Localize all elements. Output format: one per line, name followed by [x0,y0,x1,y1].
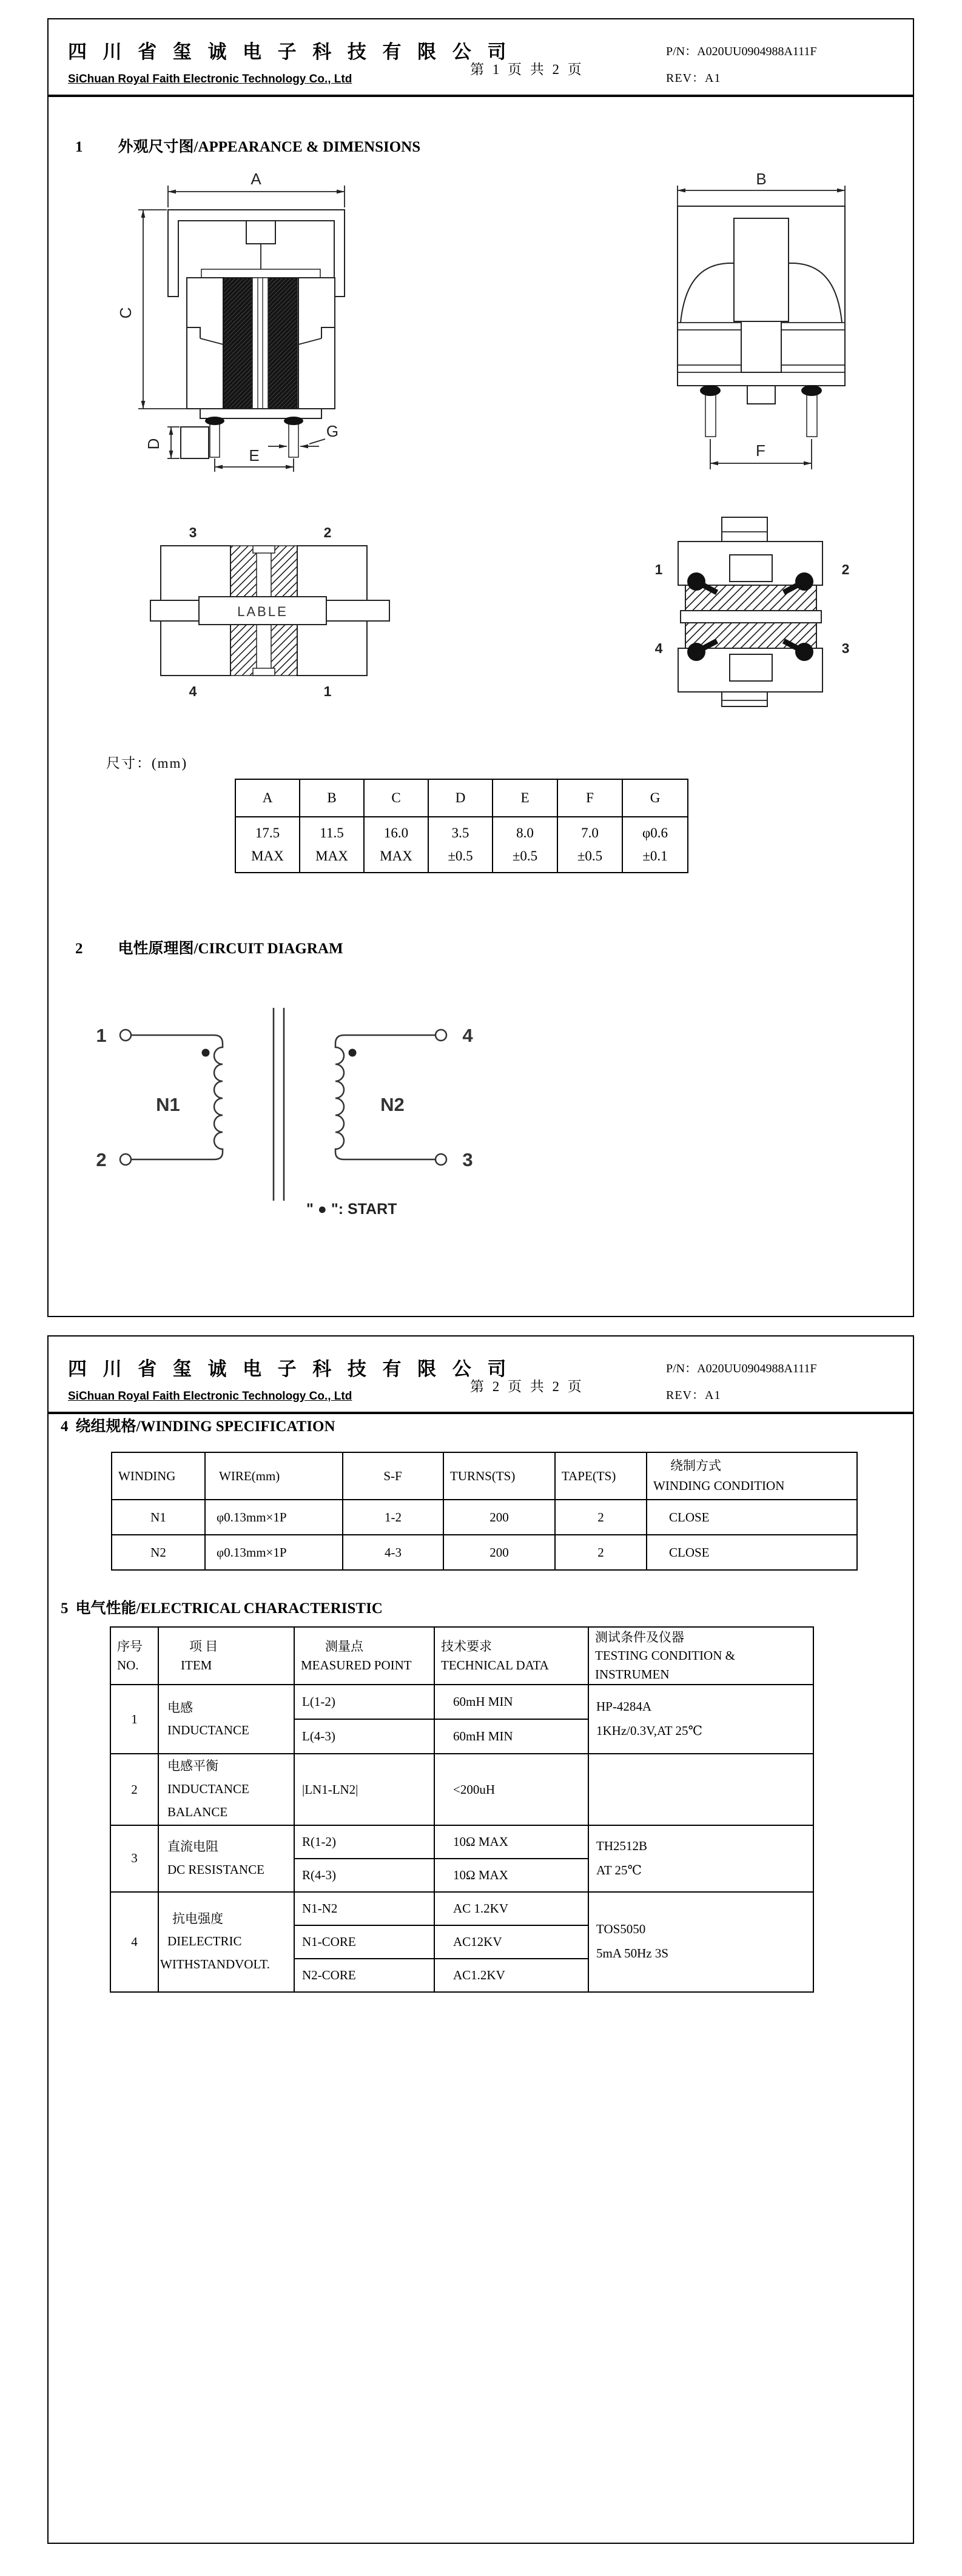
row-number: 2 [110,1754,158,1825]
top-view-drawing [146,517,394,705]
testing-condition [588,1892,813,1992]
item-line: 抗电强度 [172,1911,223,1926]
winding-condition-cn: 绕制方式 [670,1458,721,1474]
bottom-view-body [678,517,822,706]
condition-line: HP-4284A [596,1699,652,1714]
col-header: D [428,779,493,817]
circuit-pin-3: 3 [462,1149,473,1170]
elec-row-inductance [110,1685,813,1719]
col-header: B [300,779,364,817]
row-number: 3 [110,1825,158,1892]
technical-data: 60mH MIN [434,1685,588,1719]
front-view-drawing [109,172,412,475]
pn-value: A020UU0904988A111F [697,1362,817,1375]
bottom-view-pin-4: 4 [654,640,663,656]
item-line: 电感 [167,1700,193,1715]
dim-f [710,439,812,469]
dim-value: 3.5 [451,825,469,840]
technical-data: AC12KV [434,1925,588,1959]
dimension-table-header-row [235,779,688,817]
technical-data: 60mH MIN [434,1719,588,1754]
testing-condition [588,1685,813,1754]
condition-line: TOS5050 [596,1922,646,1937]
section5-title [61,1596,383,1618]
condition-line: 1KHz/0.3V,AT 25℃ [596,1723,702,1739]
cell: 4-3 [343,1535,443,1570]
col-header: C [364,779,428,817]
section1-title [75,135,420,156]
dim-label-b: B [756,172,767,188]
measured-point: R(1-2) [294,1825,434,1859]
dim-value: φ0.6 [642,825,668,840]
pn-label: P/N： [666,45,698,58]
winding-n1 [96,1025,223,1170]
cell: N2 [112,1535,205,1570]
col-header [294,1627,434,1685]
rev-label: REV： [666,72,705,85]
winding-table-header-row [112,1452,857,1500]
winding-table [111,1452,858,1571]
col-header [588,1627,813,1685]
winding-condition-en: WINDING CONDITION [653,1478,785,1493]
top-view-body [150,546,389,676]
header-cn: 测量点 [325,1639,363,1654]
cell [364,817,428,873]
winding-n2-label: N2 [380,1094,405,1115]
winding-n1-label: N1 [156,1094,180,1115]
dim-label-f: F [756,441,765,460]
dim-label-e: E [249,446,260,465]
polarity-dot-n1 [202,1049,210,1057]
col-header: TAPE(TS) [555,1452,647,1500]
dim-tolerance: ±0.1 [642,848,668,864]
label-text: LABLE [237,604,288,619]
start-polarity-note: " ● ": START [306,1201,397,1218]
cell: CLOSE [647,1535,857,1570]
revision [666,68,721,86]
section1-text: 外观尺寸图/APPEARANCE & DIMENSIONS [118,139,421,155]
measured-point: L(1-2) [294,1685,434,1719]
item-line: DC RESISTANCE [167,1862,264,1877]
technical-data: 10Ω MAX [434,1825,588,1859]
header-en: INSTRUMEN [595,1666,670,1682]
dim-d [144,427,180,458]
winding-area [223,278,297,409]
technical-data: <200uH [434,1754,588,1825]
item-line: INDUCTANCE [167,1782,249,1797]
cell [622,817,688,873]
dim-tolerance: ±0.5 [512,848,538,864]
cell [300,817,364,873]
cell [493,817,557,873]
col-header [158,1627,294,1685]
cell: 2 [555,1500,647,1535]
bottom-view-pin-2: 2 [841,562,850,577]
col-header: G [622,779,688,817]
header-en: NO. [117,1657,139,1672]
dimension-table-value-row [235,817,688,873]
revision [666,1385,721,1403]
col-header: E [493,779,557,817]
col-header: WINDING [112,1452,205,1500]
col-header [647,1452,857,1500]
section2-number: 2 [75,941,83,957]
cell [557,817,622,873]
technical-data: 10Ω MAX [434,1859,588,1892]
header-en: MEASURED POINT [301,1657,412,1672]
col-header: WIRE(mm) [205,1452,343,1500]
item-line: DIELECTRIC [167,1934,242,1949]
winding-row-n2 [112,1535,857,1570]
cell: φ0.13mm×1P [205,1500,343,1535]
company-name-cn: 四 川 省 玺 诚 电 子 科 技 有 限 公 司 [68,1358,512,1380]
section5-text: 电气性能/ELECTRICAL CHARACTERISTIC [75,1600,383,1617]
dim-tolerance: MAX [251,848,284,864]
item-cell [158,1892,294,1992]
circuit-pin-2: 2 [96,1149,107,1170]
section4-text: 绕组规格/WINDING SPECIFICATION [75,1418,335,1435]
item-cell [158,1754,294,1825]
dim-value: 8.0 [516,825,534,840]
polarity-dot-n2 [349,1049,357,1057]
dim-tolerance: MAX [315,848,348,864]
winding-row-n1 [112,1500,857,1535]
condition-line: 5mA 50Hz 3S [596,1946,669,1961]
elec-row-balance [110,1754,813,1825]
company-name-en: SiChuan Royal Faith Electronic Technology Co., Ltd [68,1390,352,1403]
top-view-pin-3: 3 [189,525,197,540]
cell: 200 [443,1535,555,1570]
rev-label: REV： [666,1389,705,1402]
circuit-pin-1: 1 [96,1025,107,1046]
bottom-view-drawing [643,514,861,708]
pins-and-base [700,385,822,437]
dimension-unit-note: 尺寸：(mm) [106,756,188,771]
item-cell [158,1825,294,1892]
page-2 [47,1335,914,2544]
bottom-view-pin-1: 1 [654,562,663,577]
dim-tolerance: ±0.5 [577,848,603,864]
company-name-cn: 四 川 省 玺 诚 电 子 科 技 有 限 公 司 [68,41,512,62]
top-view-pin-1: 1 [323,683,332,699]
cell: 1-2 [343,1500,443,1535]
col-header [110,1627,158,1685]
part-number [666,1358,817,1376]
header-cn: 序号 [117,1639,143,1654]
measured-point: R(4-3) [294,1859,434,1892]
circuit-pin-4: 4 [462,1025,473,1046]
dim-tolerance: ±0.5 [448,848,473,864]
dim-value: 16.0 [383,825,409,840]
header-en: ITEM [181,1657,212,1672]
cell: φ0.13mm×1P [205,1535,343,1570]
body-outline [678,206,845,386]
header-en: TECHNICAL DATA [441,1657,549,1672]
dim-label-d: D [144,438,163,450]
dim-tolerance: MAX [380,848,412,864]
col-header: S-F [343,1452,443,1500]
part-number [666,41,817,59]
cell: CLOSE [647,1500,857,1535]
cell [428,817,493,873]
side-view-drawing [643,172,880,475]
col-header: TURNS(TS) [443,1452,555,1500]
measured-point: N1-CORE [294,1925,434,1959]
condition-line: AT 25℃ [596,1862,642,1877]
cell: N1 [112,1500,205,1535]
dim-label-a: A [251,172,261,188]
header-cn: 测试条件及仪器 [595,1630,684,1645]
item-line: 电感平衡 [167,1759,218,1774]
pn-value: A020UU0904988A111F [697,45,817,58]
measured-point: N1-N2 [294,1892,434,1925]
dim-e [215,446,294,472]
section1-number: 1 [75,139,83,155]
bottom-view-pin-3: 3 [841,640,850,656]
winding-n2 [335,1025,473,1170]
item-line: 直流电阻 [167,1839,218,1854]
row-number: 4 [110,1892,158,1992]
section4-number: 4 [61,1418,69,1435]
dimension-table [235,779,688,873]
cell: 2 [555,1535,647,1570]
item-line: WITHSTANDVOLT. [160,1957,270,1972]
condition-line: TH2512B [596,1838,647,1853]
circuit-diagram [77,990,489,1226]
col-header: A [235,779,300,817]
header-en: TESTING CONDITION & [595,1648,735,1663]
pn-label: P/N： [666,1362,698,1375]
dim-label-g: G [326,422,339,440]
dim-g [268,422,338,446]
dim-b [678,172,845,206]
top-view-pin-2: 2 [323,525,332,540]
measured-point: |LN1-LN2| [294,1754,434,1825]
item-cell [158,1685,294,1754]
section2-text: 电性原理图/CIRCUIT DIAGRAM [118,941,343,957]
section4-title [61,1414,335,1436]
dim-label-c: C [116,307,135,319]
header-divider [49,95,913,97]
item-line: BALANCE [167,1804,228,1819]
section2-title [75,936,343,958]
testing-condition [588,1754,813,1825]
col-header: F [557,779,622,817]
section5-number: 5 [61,1600,69,1617]
cell [235,817,300,873]
row-number: 1 [110,1685,158,1754]
dim-value: 17.5 [255,825,280,840]
transformer-core [274,1008,284,1201]
header-cn: 技术要求 [441,1639,492,1654]
page-indicator: 第 1 页 共 2 页 [470,62,584,77]
technical-data: AC 1.2KV [434,1892,588,1925]
electrical-table [110,1626,814,1993]
header-cn: 项 目 [189,1639,218,1654]
measured-point: L(4-3) [294,1719,434,1754]
rev-value: A1 [705,72,721,85]
testing-condition [588,1825,813,1892]
technical-data: AC1.2KV [434,1959,588,1992]
col-header [434,1627,588,1685]
top-view-pin-4: 4 [189,683,197,699]
elec-row-resistance [110,1825,813,1859]
measured-point: N2-CORE [294,1959,434,1992]
company-name-en: SiChuan Royal Faith Electronic Technology Co., Ltd [68,73,352,86]
dim-value: 11.5 [320,825,344,840]
cell: 200 [443,1500,555,1535]
dim-value: 7.0 [581,825,599,840]
item-line: INDUCTANCE [167,1723,249,1738]
rev-value: A1 [705,1389,721,1402]
page-indicator: 第 2 页 共 2 页 [470,1379,584,1394]
page-1 [47,18,914,1317]
dim-a [168,172,345,207]
electrical-table-header-row [110,1627,813,1685]
elec-row-dielectric [110,1892,813,1925]
